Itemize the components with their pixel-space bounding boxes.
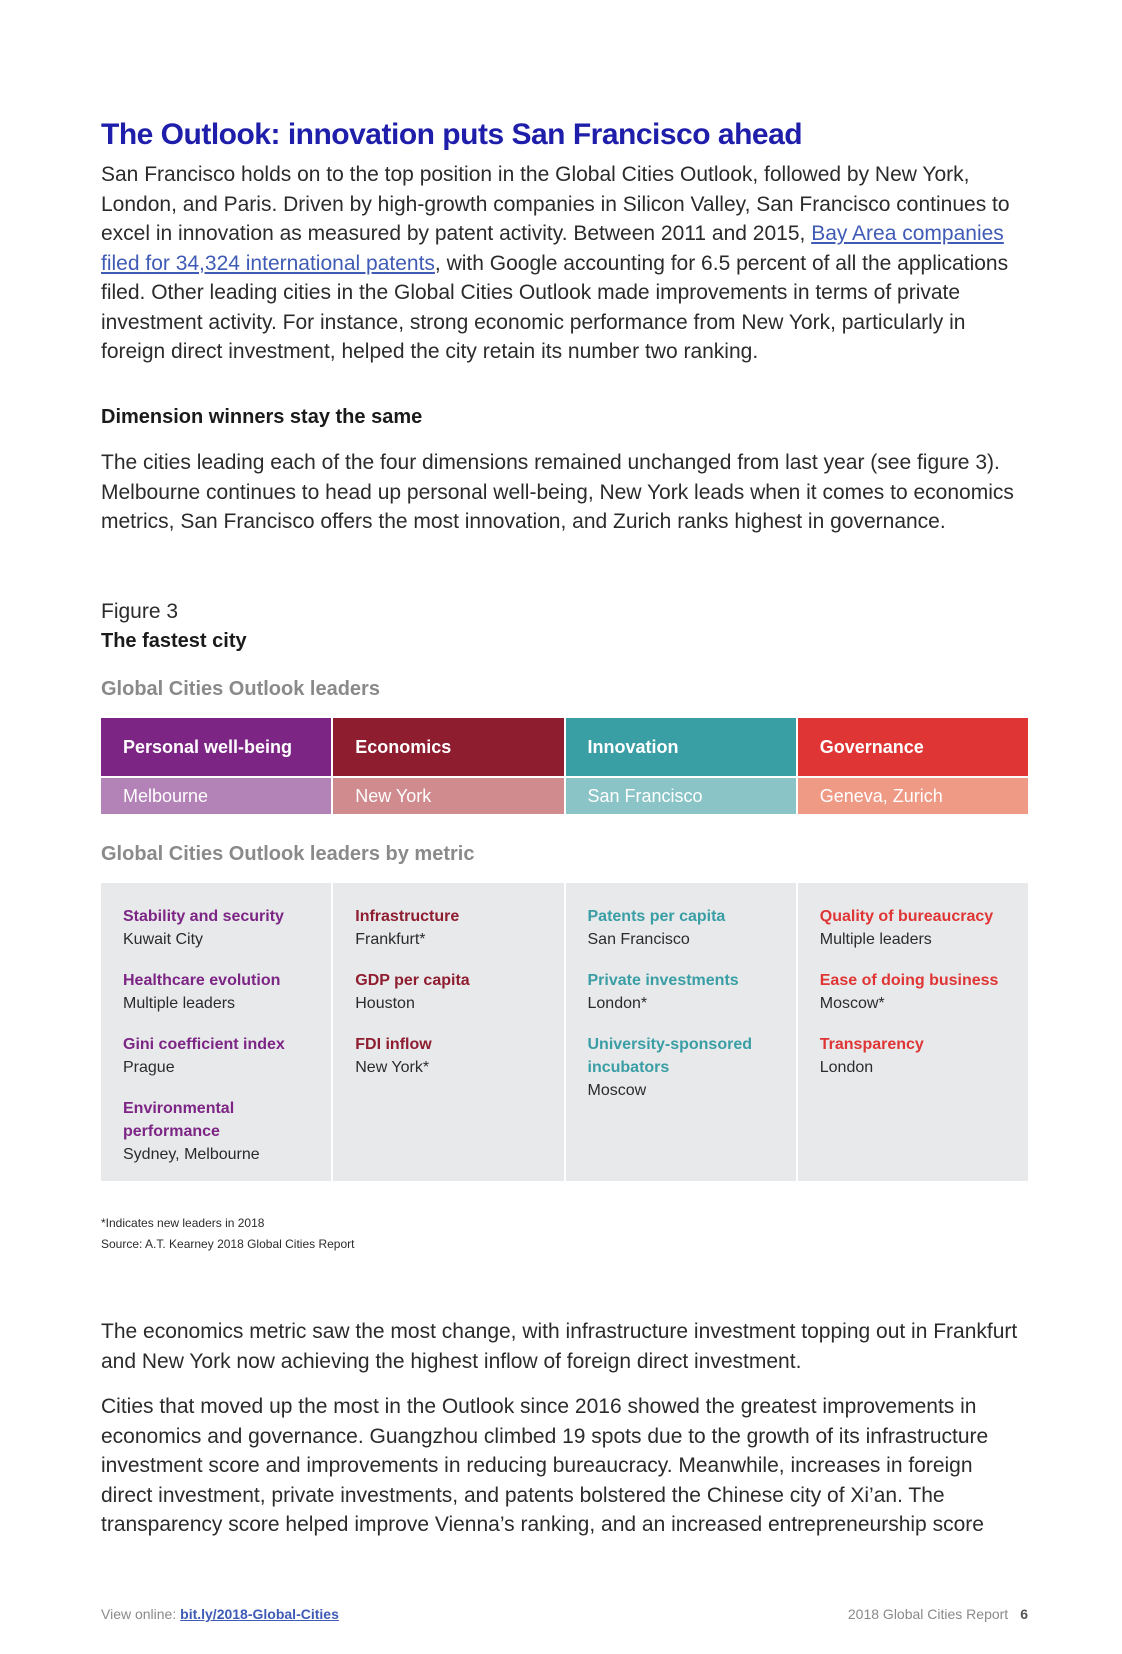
- dimension-leader: New York: [333, 778, 563, 814]
- metric-name: Transparency: [819, 1036, 924, 1053]
- metric-item: [123, 905, 311, 951]
- metric-leader: Multiple leaders: [123, 995, 236, 1012]
- metric-name: Gini coefficient index: [123, 1036, 285, 1053]
- metric-leader: London*: [587, 995, 648, 1012]
- dimension-paragraph: The cities leading each of the four dimensions remained unchanged from last year (see figure 3). Melbourne continues to head up personal well-being, New York leads when it comes to economics metrics, San Francisco offers the most innovation, and Zurich ranks highest in governance.: [101, 451, 1014, 533]
- footer-report: [848, 1606, 1028, 1622]
- metric-leader: Moscow: [587, 1082, 647, 1099]
- cities-paragraph: Cities that moved up the most in the Outlook since 2016 showed the greatest improvements in economics and governance. Guangzhou climbed 19 spots due to the growth of its infrastructure investment score and improvements in reducing bureaucracy. Meanwhile, increases in foreign direct investment, private investments, and patents bolstered the Chinese city of Xi’an. The transparency score helped improve Vienna’s ranking, and an increased entrepreneurship score: [101, 1395, 989, 1536]
- metric-item: [588, 905, 776, 951]
- metric-leader: San Francisco: [587, 931, 690, 948]
- metric-item: [588, 1033, 776, 1102]
- leaders-column: [566, 718, 796, 814]
- dimension-leader: San Francisco: [566, 778, 796, 814]
- metric-leader: Multiple leaders: [819, 931, 932, 948]
- metric-name: Quality of bureaucracy: [819, 908, 994, 925]
- page-title: The Outlook: innovation puts San Francisco ahead: [101, 118, 803, 151]
- metric-item: [123, 1033, 311, 1079]
- metric-item: [355, 1033, 543, 1079]
- metric-leader: Prague: [123, 1059, 175, 1076]
- dimension-leader: Melbourne: [101, 778, 331, 814]
- metric-leader: Kuwait City: [123, 931, 204, 948]
- metric-leader: Frankfurt*: [355, 931, 426, 948]
- metric-leader: Houston: [355, 995, 415, 1012]
- patents-link[interactable]: Bay Area companies filed for 34,324 international patents: [101, 222, 1004, 275]
- metrics-column: [798, 883, 1028, 1181]
- metric-item: [588, 969, 776, 1015]
- footer-view-online: [101, 1606, 339, 1622]
- metric-name: Private investments: [587, 972, 739, 989]
- page-number: 6: [1020, 1606, 1028, 1622]
- dimension-header: Personal well-being: [101, 718, 331, 776]
- metric-leader: Moscow*: [819, 995, 885, 1012]
- metrics-column: [101, 883, 331, 1181]
- metric-name: Infrastructure: [355, 908, 460, 925]
- view-online-link[interactable]: bit.ly/2018-Global-Cities: [180, 1606, 339, 1622]
- leaders-table: [101, 718, 1028, 814]
- metric-item: [123, 969, 311, 1015]
- metric-name: Stability and security: [123, 908, 284, 925]
- metric-item: [355, 969, 543, 1015]
- metric-item: [355, 905, 543, 951]
- view-online-label: View online:: [101, 1606, 181, 1622]
- metric-leader: London: [819, 1059, 874, 1076]
- metrics-column: [566, 883, 796, 1181]
- figure-note: *Indicates new leaders in 2018: [101, 1216, 265, 1230]
- leaders-column: [798, 718, 1028, 814]
- metric-name: University-sponsored incubators: [587, 1036, 752, 1076]
- metric-name: Healthcare evolution: [123, 972, 281, 989]
- intro-text-before: San Francisco holds on to the top position in the Global Cities Outlook, followed by New York, London, and Paris. Driven by high-growth companies in Silicon Valley, San Francisco continues to excel in innovation as measured by patent activity. Between 2011 and 2015,: [101, 163, 1010, 245]
- figure-source: Source: A.T. Kearney 2018 Global Cities Report: [101, 1237, 355, 1251]
- dimension-header: Governance: [798, 718, 1028, 776]
- intro-text-after: , with Google accounting for 6.5 percent of all the applications filed. Other leading cities in the Global Cities Outlook made improvements in terms of private investment activity. For instance, strong economic performance from New York, particularly in foreign direct investment, helped the city retain its number two ranking.: [101, 251, 1009, 363]
- metric-item: [820, 905, 1008, 951]
- leaders-heading: Global Cities Outlook leaders: [101, 678, 380, 700]
- metric-name: Ease of doing business: [819, 972, 999, 989]
- economics-paragraph: The economics metric saw the most change, with infrastructure investment topping out in Frankfurt and New York now achieving the highest inflow of foreign direct investment.: [101, 1320, 1018, 1373]
- report-name: 2018 Global Cities Report: [847, 1606, 1009, 1622]
- figure-title: The fastest city: [101, 630, 247, 652]
- metrics-column: [333, 883, 563, 1181]
- metric-name: Environmental performance: [123, 1100, 235, 1140]
- section-subheading: Dimension winners stay the same: [101, 406, 423, 428]
- metric-name: Patents per capita: [587, 908, 726, 925]
- metrics-heading: Global Cities Outlook leaders by metric: [101, 843, 475, 865]
- metrics-table: [101, 883, 1028, 1181]
- metric-name: FDI inflow: [355, 1036, 432, 1053]
- leaders-column: [101, 718, 331, 814]
- metric-item: [123, 1097, 311, 1166]
- dimension-header: Economics: [333, 718, 563, 776]
- leaders-column: [333, 718, 563, 814]
- metric-name: GDP per capita: [355, 972, 470, 989]
- dimension-header: Innovation: [566, 718, 796, 776]
- metric-leader: New York*: [355, 1059, 430, 1076]
- dimension-leader: Geneva, Zurich: [798, 778, 1028, 814]
- metric-item: [820, 1033, 1008, 1079]
- figure-number: Figure 3: [101, 600, 179, 623]
- intro-paragraph: [101, 160, 1028, 367]
- metric-leader: Sydney, Melbourne: [123, 1146, 260, 1163]
- metric-item: [820, 969, 1008, 1015]
